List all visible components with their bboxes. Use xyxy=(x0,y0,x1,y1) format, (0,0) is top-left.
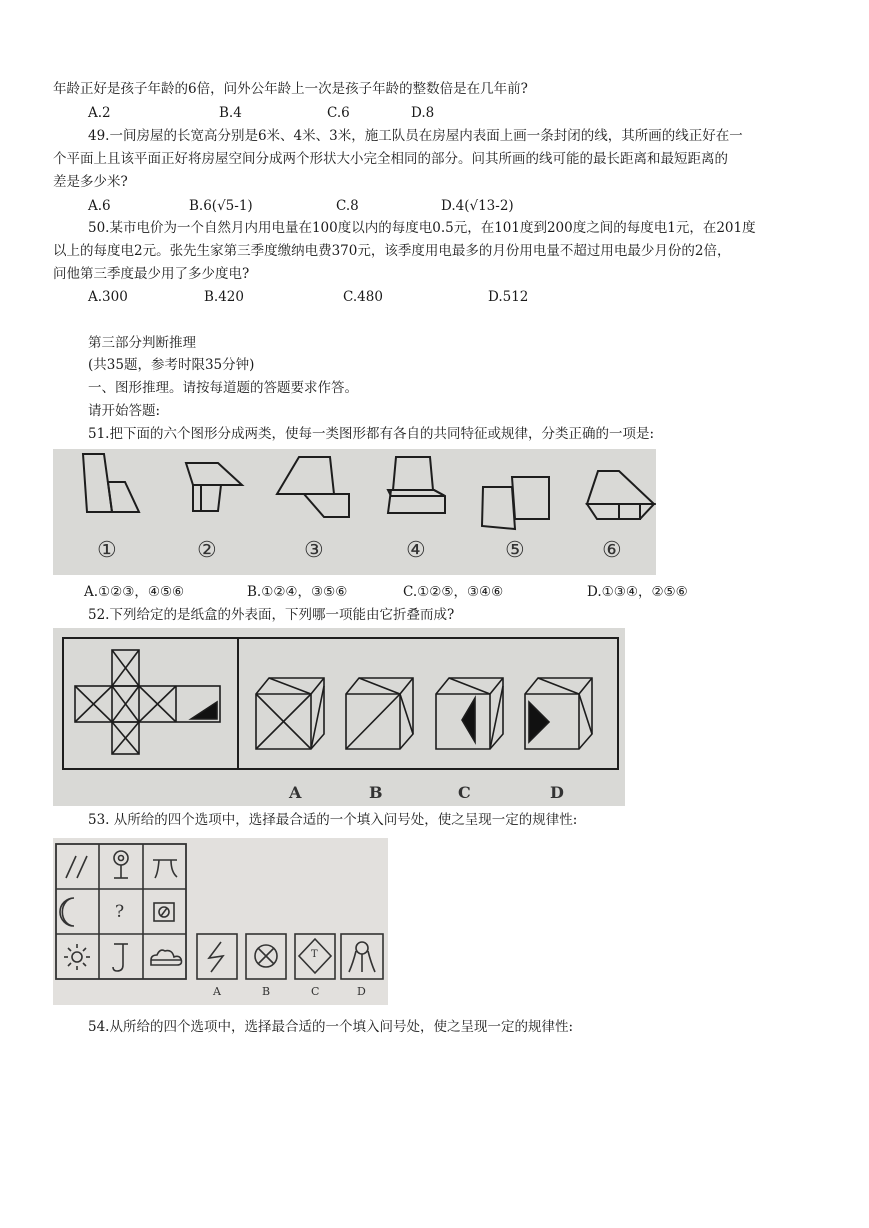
q51-label-5: ⑤ xyxy=(505,538,525,563)
q53-stem: 53. 从所给的四个选项中，选择最合适的一个填入问号处，使之呈现一定的规律性: xyxy=(88,812,578,828)
q51-shape-5 xyxy=(482,477,549,529)
q52-label-b: B xyxy=(369,783,383,802)
q53-cell-sun xyxy=(64,944,90,970)
q50-option-d: D.512 xyxy=(488,289,529,305)
q51-shape-2 xyxy=(186,463,242,511)
q49-option-a: A.6 xyxy=(88,198,111,214)
q50-stem-line-3: 问他第三季度最少用了多少度电? xyxy=(53,266,250,282)
q51-shape-3 xyxy=(277,457,349,517)
q53-label-d: D xyxy=(357,985,366,998)
q51-label-1: ① xyxy=(97,538,117,563)
q51-label-4: ④ xyxy=(406,538,426,563)
q50-option-b: B.420 xyxy=(204,289,244,305)
q49-option-d: D.4(√13-2) xyxy=(441,198,514,214)
q50-option-c: C.480 xyxy=(343,289,383,305)
q51-shape-6 xyxy=(587,471,654,519)
q53-cell-cloud xyxy=(151,950,182,965)
q51-shape-1 xyxy=(83,454,139,512)
q53-label-a: A xyxy=(213,985,221,998)
q51-option-d: D.①③④，②⑤⑥ xyxy=(587,584,688,600)
q49-option-c: C.8 xyxy=(336,198,359,214)
q48-stem: 年龄正好是孩子年龄的6倍，问外公年龄上一次是孩子年龄的整数倍是在几年前? xyxy=(53,81,528,97)
q51-label-2: ② xyxy=(197,538,217,563)
q53-figure xyxy=(53,838,388,1005)
q48-option-c: C.6 xyxy=(327,105,350,121)
q52-cube-b xyxy=(346,678,413,749)
q53-cell-hook xyxy=(113,944,128,971)
q54-stem: 54.从所给的四个选项中，选择最合适的一个填入问号处，使之呈现一定的规律性: xyxy=(88,1019,574,1035)
q51-shape-4 xyxy=(388,457,445,513)
q48-option-d: D.8 xyxy=(411,105,435,121)
section-subtitle: (共35题，参考时限35分钟) xyxy=(88,357,255,373)
q52-stem: 52.下列给定的是纸盒的外表面，下列哪一项能由它折叠而成? xyxy=(88,607,455,623)
q52-label-d: D xyxy=(550,783,564,802)
q53-cell-lamp xyxy=(114,851,128,878)
q49-stem-line-3: 差是多少米? xyxy=(53,174,128,190)
q49-option-b: B.6(√5-1) xyxy=(189,198,253,214)
q51-label-6: ⑥ xyxy=(602,538,622,563)
q53-letter-t: T xyxy=(311,949,318,960)
section-part-heading: 一、图形推理。请按每道题的答题要求作答。 xyxy=(88,380,358,396)
q51-stem: 51.把下面的六个图形分成两类，使每一类图形都有各自的共同特征或规律，分类正确的一项是: xyxy=(88,426,655,442)
q51-option-b: B.①②④，③⑤⑥ xyxy=(247,584,348,600)
q49-stem-line-1: 49.一间房屋的长宽高分别是6米、4米、3米，施工队员在房屋内表面上画一条封闭的线，其所画的线正好在一 xyxy=(88,128,743,144)
q52-label-c: C xyxy=(458,783,471,802)
q50-stem-line-2: 以上的每度电2元。张先生家第三季度缴纳电费370元，该季度用电最多的月份用电量不超过用电最少月份的2倍， xyxy=(53,243,731,259)
q48-option-b: B.4 xyxy=(219,105,242,121)
q51-label-3: ③ xyxy=(304,538,324,563)
q53-label-b: B xyxy=(262,985,271,998)
q53-cell-pi xyxy=(153,860,177,878)
q50-option-a: A.300 xyxy=(88,289,128,305)
q53-cell-slashes xyxy=(66,856,87,878)
q52-cube-a xyxy=(256,678,324,749)
q53-question-mark: ? xyxy=(115,902,125,922)
q52-cube-c xyxy=(436,678,503,749)
q52-net xyxy=(75,650,220,754)
q51-figure xyxy=(53,449,656,575)
q52-figure xyxy=(53,628,625,806)
q53-label-c: C xyxy=(311,985,320,998)
q51-option-a: A.①②③，④⑤⑥ xyxy=(84,584,185,600)
q52-cube-d xyxy=(525,678,592,749)
q51-option-c: C.①②⑤，③④⑥ xyxy=(403,584,504,600)
section-title: 第三部分判断推理 xyxy=(88,335,196,351)
q49-stem-line-2: 个平面上且该平面正好将房屋空间分成两个形状大小完全相同的部分。问其所画的线可能的最长距离和最短距离的 xyxy=(53,151,728,167)
q53-cell-moon xyxy=(60,898,74,926)
q52-label-a: A xyxy=(289,783,302,802)
q50-stem-line-1: 50.某市电价为一个自然月内用电量在100度以内的每度电0.5元，在101度到200度之间的每度电1元，在201度 xyxy=(88,220,756,236)
q53-cell-circle-square xyxy=(154,903,174,921)
section-start: 请开始答题: xyxy=(88,403,161,419)
q48-option-a: A.2 xyxy=(88,105,111,121)
